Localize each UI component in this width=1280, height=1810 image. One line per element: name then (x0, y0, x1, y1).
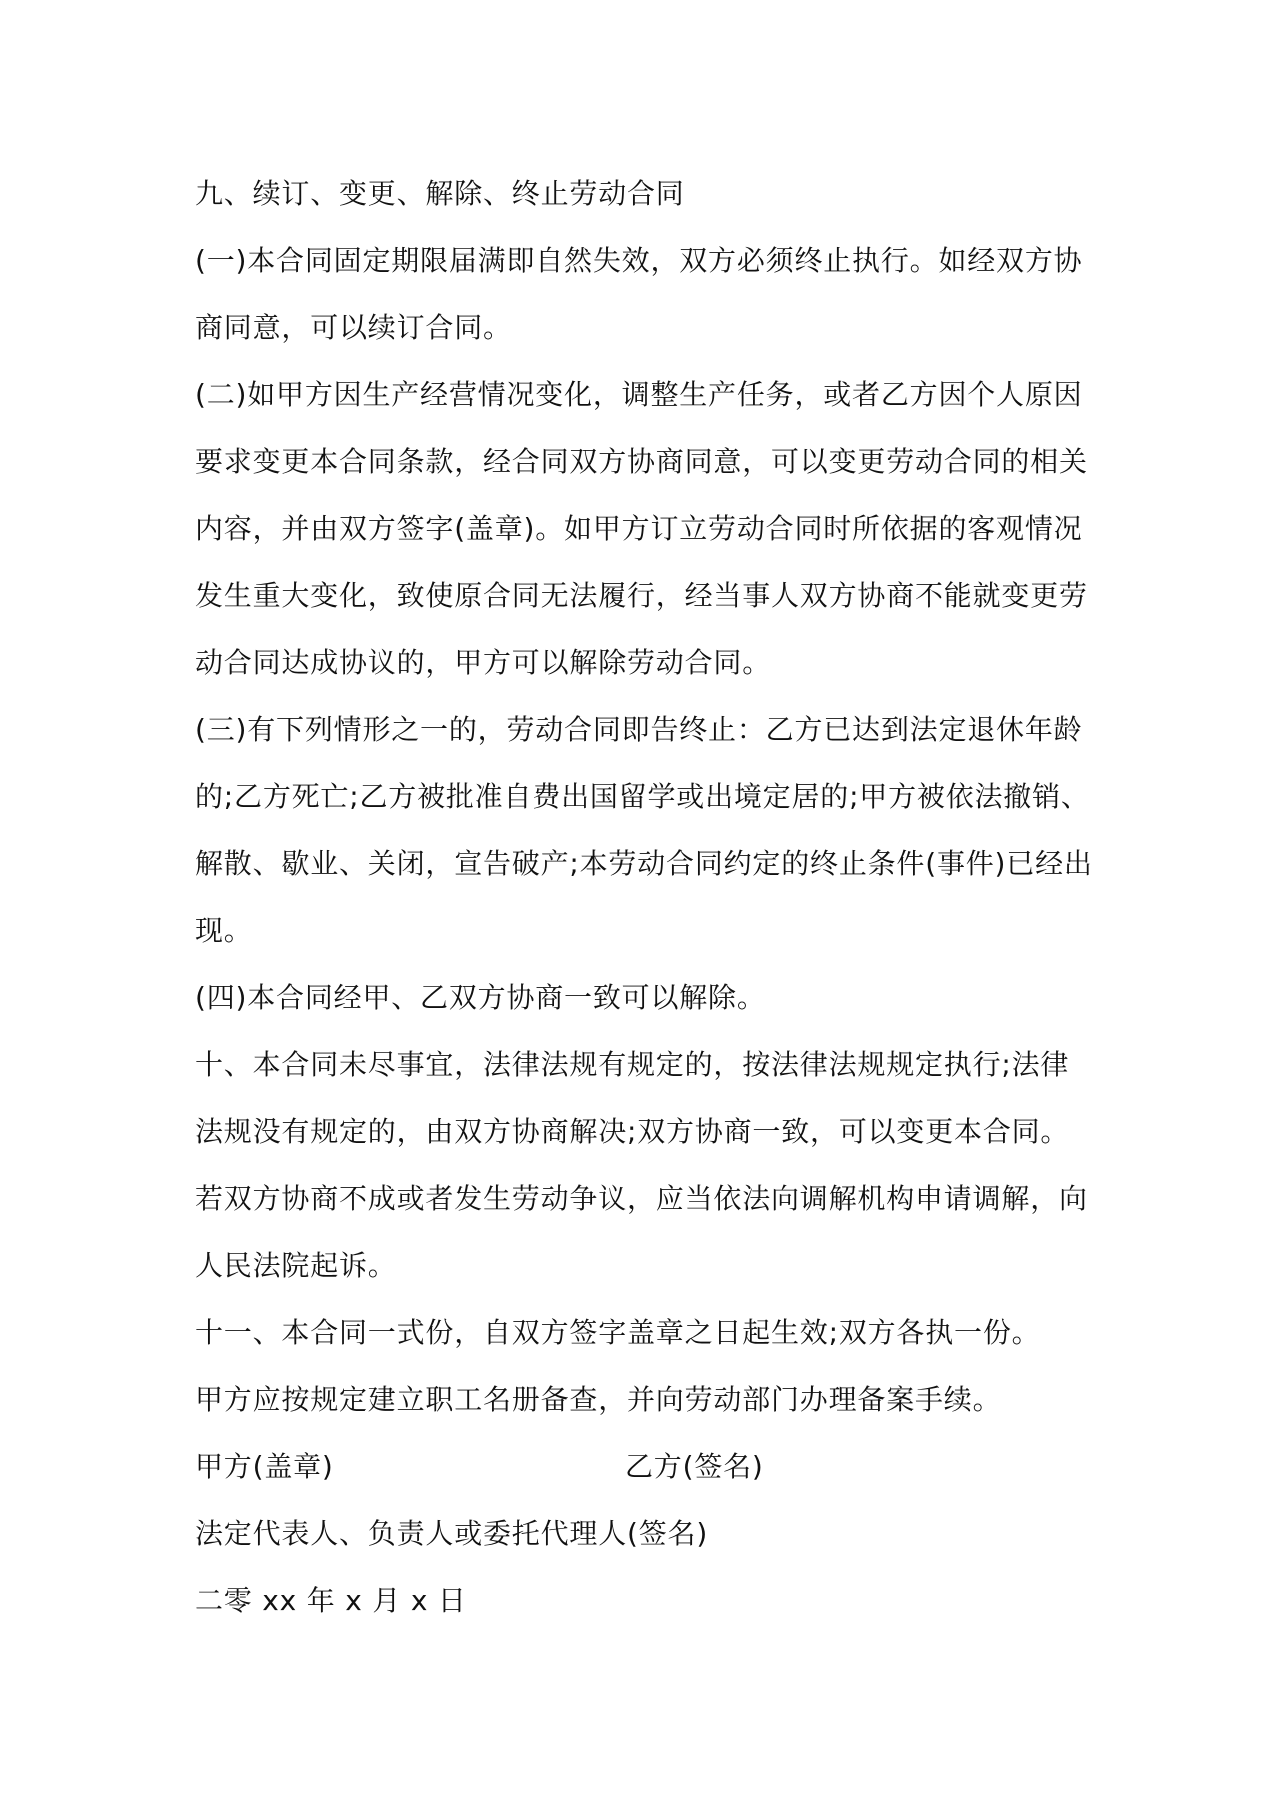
party-b-sign-label: 乙方(签名) (625, 1450, 764, 1483)
section-11: 十一、本合同一式份，自双方签字盖章之日起生效;双方各执一份。 (195, 1316, 1041, 1349)
clause-9-3: (三)有下列情形之一的，劳动合同即告终止：乙方已达到法定退休年龄的;乙方死亡;乙方被批准自费出国留学或出境定居的;甲方被依法撤销、解散、歇业、关闭，宣告破产;本劳动合同约定的终止条件(事件)已经出现。 (195, 713, 1093, 947)
signature-row (195, 1433, 1095, 1500)
document-body (195, 160, 1095, 1634)
section-10: 十、本合同未尽事宜，法律法规有规定的，按法律法规规定执行;法律法规没有规定的，由双方协商解决;双方协商一致，可以变更本合同。若双方协商不成或者发生劳动争议，应当依法向调解机构申请调解，向人民法院起诉。 (195, 1048, 1088, 1282)
section-9-title: 九、续订、变更、解除、终止劳动合同 (195, 177, 685, 210)
date-line: 二零 xx 年 x 月 x 日 (195, 1584, 467, 1617)
filing-note: 甲方应按规定建立职工名册备查，并向劳动部门办理备案手续。 (195, 1383, 1002, 1416)
clause-9-2: (二)如甲方因生产经营情况变化，调整生产任务，或者乙方因个人原因要求变更本合同条款，经合同双方协商同意，可以变更劳动合同的相关内容，并由双方签字(盖章)。如甲方订立劳动合同时所依据的客观情况发生重大变化，致使原合同无法履行，经当事人双方协商不能就变更劳动合同达成协议的，甲方可以解除劳动合同。 (195, 378, 1088, 679)
party-a-seal-label: 甲方(盖章) (195, 1450, 334, 1483)
clause-9-4: (四)本合同经甲、乙双方协商一致可以解除。 (195, 981, 766, 1014)
clause-9-1: (一)本合同固定期限届满即自然失效，双方必须终止执行。如经双方协商同意，可以续订合同。 (195, 244, 1083, 344)
representative-label: 法定代表人、负责人或委托代理人(签名) (195, 1517, 709, 1550)
